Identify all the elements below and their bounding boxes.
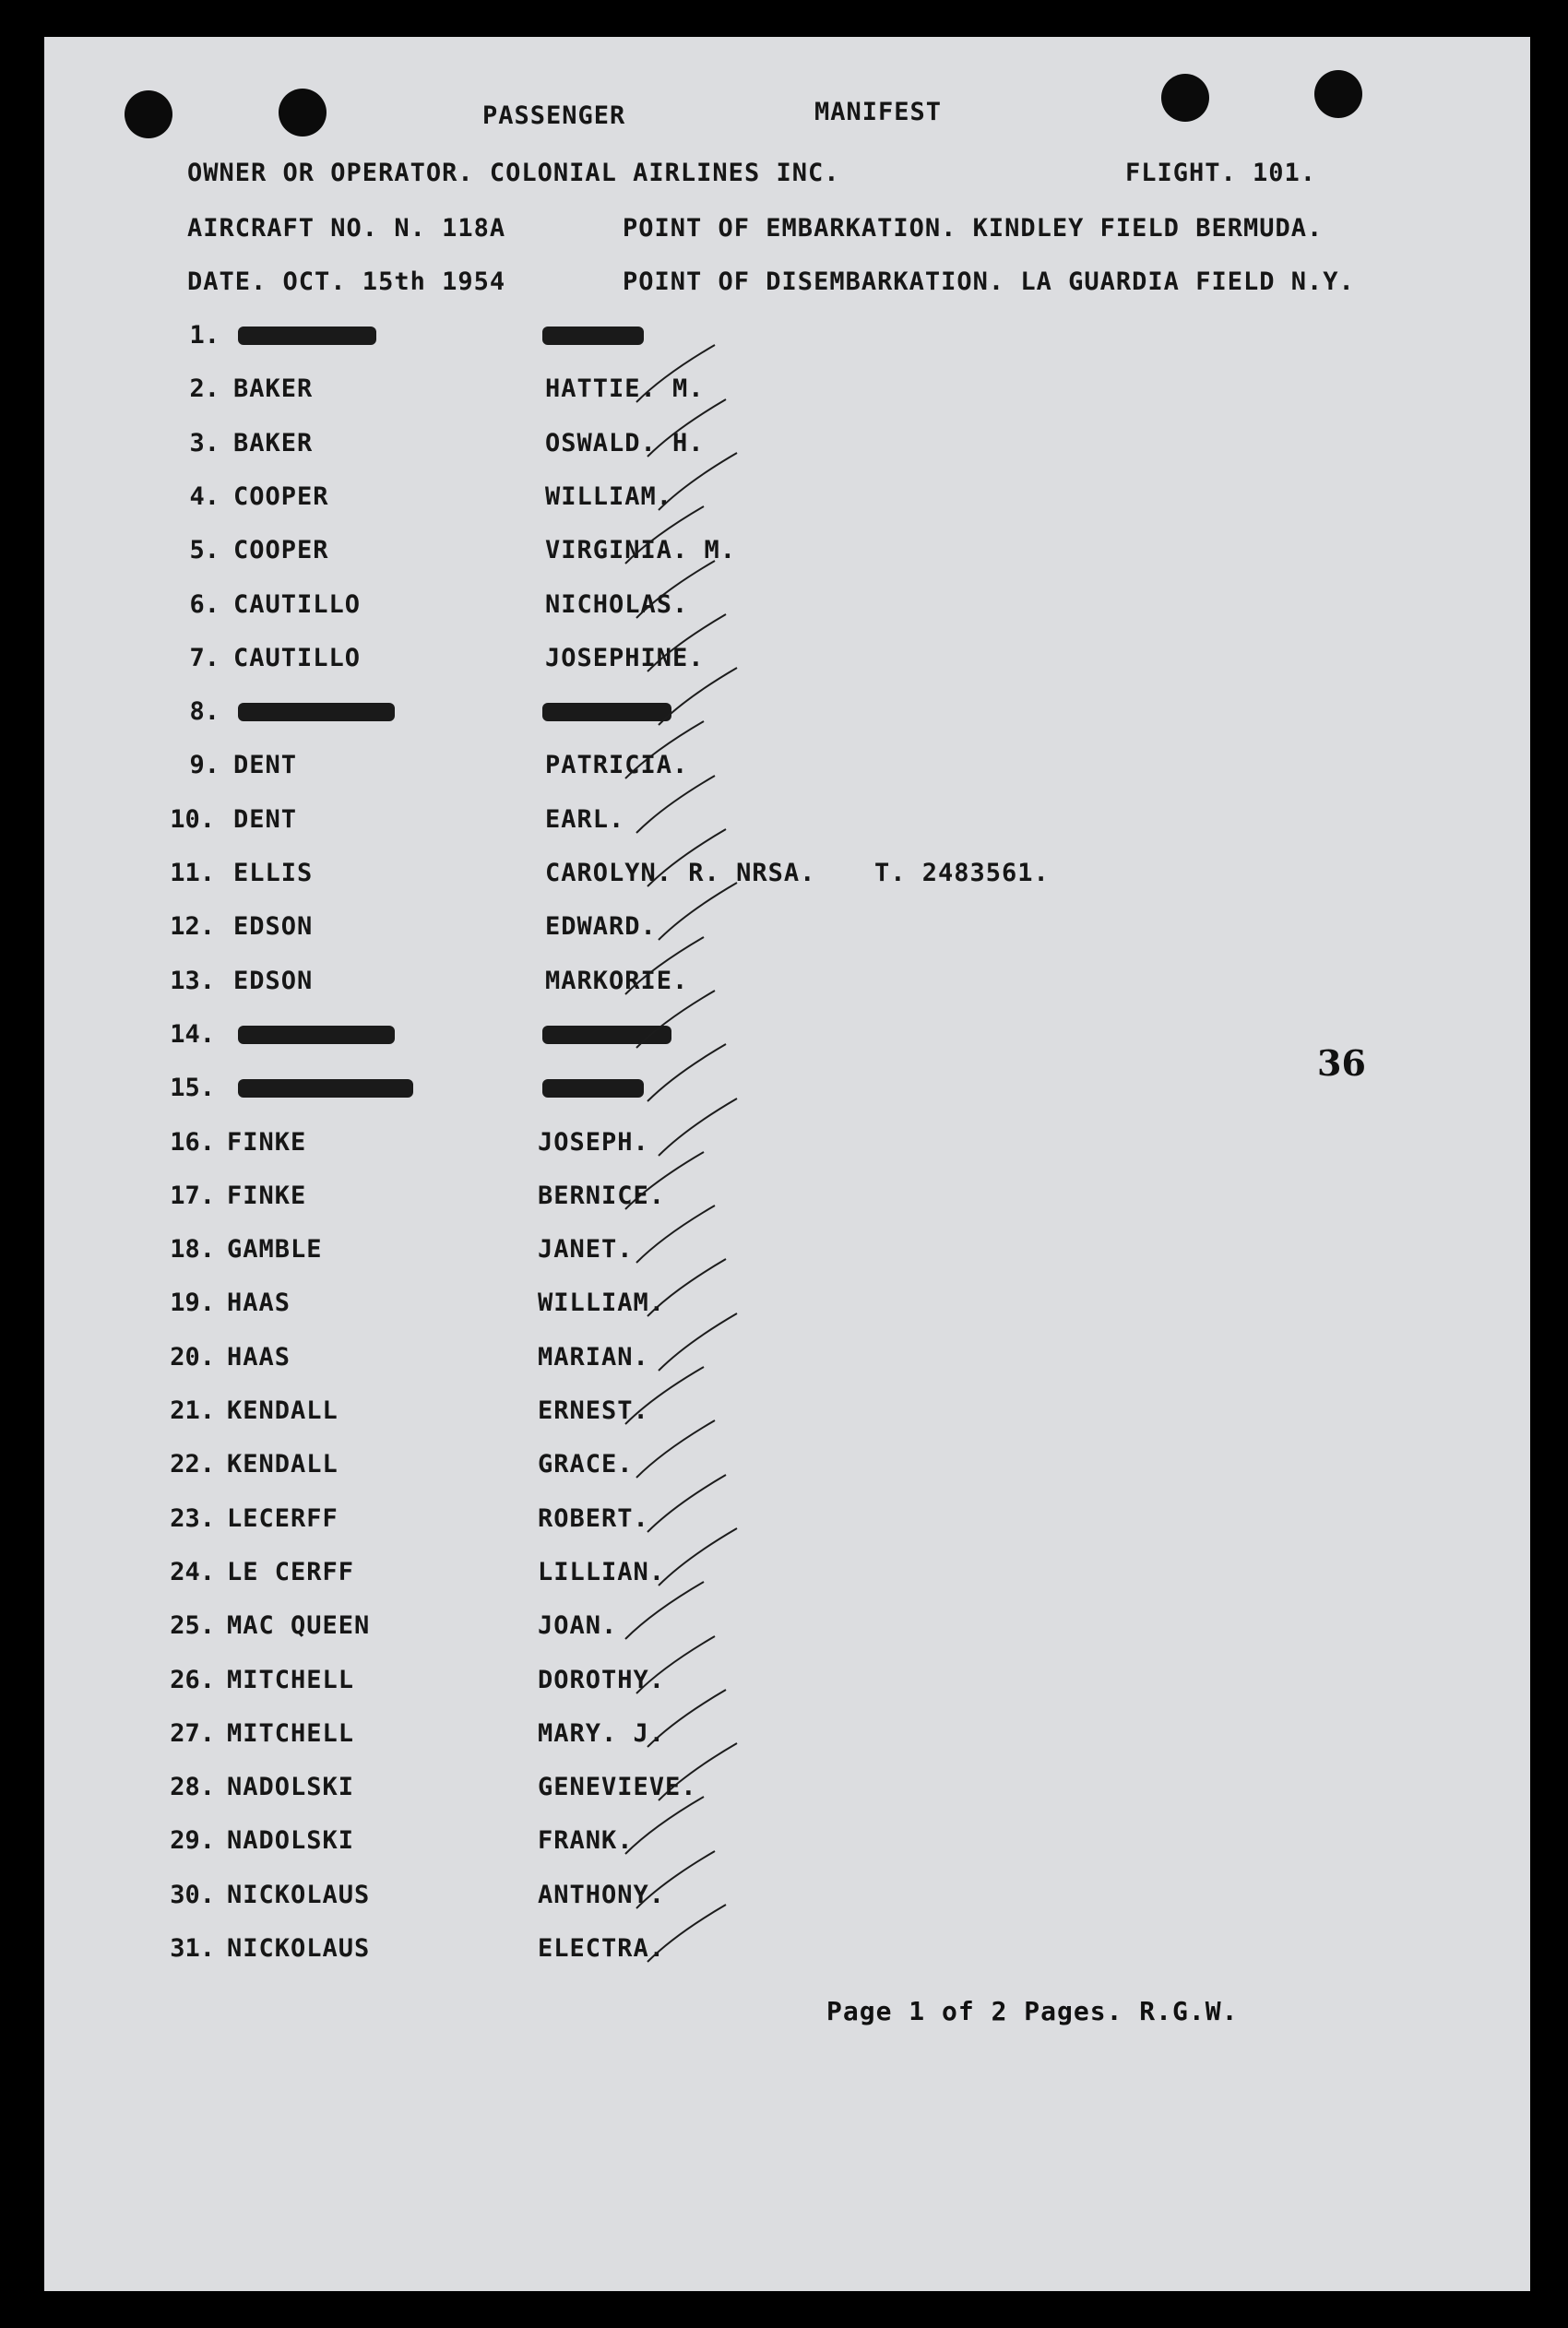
passenger-surname: EDSON — [233, 967, 314, 995]
passenger-surname: MAC QUEEN — [227, 1611, 371, 1640]
row-number: 23. — [170, 1504, 215, 1533]
manifest-page — [44, 37, 1530, 2291]
row-number: 8. — [189, 697, 220, 726]
flight-number: FLIGHT. 101. — [1125, 159, 1317, 187]
check-stroke — [659, 883, 737, 940]
page-stamp-number: 36 — [1317, 1042, 1366, 1084]
passenger-given-name: ROBERT. — [538, 1504, 649, 1533]
title-passenger: PASSENGER — [482, 101, 626, 130]
passenger-given-name: MARIAN. — [538, 1343, 649, 1372]
row-number: 27. — [170, 1719, 215, 1748]
check-stroke — [647, 1044, 726, 1101]
date: DATE. OCT. 15th 1954 — [187, 267, 506, 296]
passenger-surname: COOPER — [233, 482, 329, 511]
passenger-given-name: JANET. — [538, 1235, 634, 1264]
check-stroke — [647, 1690, 726, 1747]
check-stroke — [659, 1313, 737, 1371]
check-stroke — [659, 1743, 737, 1800]
row-number: 25. — [170, 1611, 215, 1640]
row-number: 22. — [170, 1450, 215, 1479]
passenger-given-name: JOAN. — [538, 1611, 618, 1640]
passenger-surname: HAAS — [227, 1343, 291, 1372]
check-stroke — [647, 1475, 726, 1532]
aircraft-number: AIRCRAFT NO. N. 118A — [187, 214, 506, 243]
passenger-surname: KENDALL — [227, 1396, 339, 1425]
row-number: 14. — [170, 1020, 215, 1049]
check-stroke — [625, 1152, 704, 1209]
passenger-given-name: WILLIAM. — [538, 1289, 666, 1317]
passenger-note: T. 2483561. — [874, 859, 1050, 887]
check-stroke — [647, 614, 726, 671]
passenger-surname: LECERFF — [227, 1504, 339, 1533]
passenger-given-name: MARKORIE. — [545, 967, 689, 995]
passenger-given-name: PATRICIA. — [545, 751, 689, 779]
passenger-given-name: LILLIAN. — [538, 1558, 666, 1586]
row-number: 28. — [170, 1773, 215, 1801]
check-stroke — [625, 1582, 704, 1639]
row-number: 19. — [170, 1289, 215, 1317]
passenger-given-name: NICHOLAS. — [545, 590, 689, 619]
check-stroke — [636, 1420, 715, 1478]
row-number: 21. — [170, 1396, 215, 1425]
passenger-surname: GAMBLE — [227, 1235, 323, 1264]
check-stroke — [647, 1905, 726, 1962]
check-stroke — [647, 1259, 726, 1316]
passenger-given-name: BERNICE. — [538, 1182, 666, 1210]
passenger-surname: LE CERFF — [227, 1558, 355, 1586]
check-stroke — [636, 1206, 715, 1263]
passenger-surname: BAKER — [233, 374, 314, 403]
row-number: 18. — [170, 1235, 215, 1264]
check-stroke — [636, 561, 715, 618]
passenger-surname: MITCHELL — [227, 1666, 355, 1694]
check-stroke — [659, 1099, 737, 1156]
passenger-given-name: HATTIE. M. — [545, 374, 705, 403]
check-stroke — [636, 776, 715, 833]
point-of-disembarkation: POINT OF DISEMBARKATION. LA GUARDIA FIELD N.Y. — [623, 267, 1355, 296]
row-number: 13. — [170, 967, 215, 995]
passenger-given-name: DOROTHY. — [538, 1666, 666, 1694]
passenger-surname: NADOLSKI — [227, 1773, 355, 1801]
check-stroke — [636, 1636, 715, 1693]
row-number: 9. — [189, 751, 220, 779]
row-number: 1. — [189, 321, 220, 350]
check-stroke — [636, 345, 715, 402]
row-number: 7. — [189, 644, 220, 672]
passenger-surname: BAKER — [233, 429, 314, 457]
passenger-surname: DENT — [233, 751, 298, 779]
row-number: 24. — [170, 1558, 215, 1586]
passenger-surname: FINKE — [227, 1128, 307, 1157]
passenger-given-name: CAROLYN. R. NRSA. — [545, 859, 816, 887]
row-number: 29. — [170, 1826, 215, 1855]
passenger-surname: NADOLSKI — [227, 1826, 355, 1855]
check-stroke — [625, 937, 704, 994]
passenger-surname: CAUTILLO — [233, 590, 362, 619]
check-stroke — [625, 1797, 704, 1854]
owner-line: OWNER OR OPERATOR. COLONIAL AIRLINES INC. — [187, 159, 840, 187]
passenger-surname: KENDALL — [227, 1450, 339, 1479]
page-footer: Page 1 of 2 Pages. R.G.W. — [826, 1996, 1239, 2026]
passenger-surname: FINKE — [227, 1182, 307, 1210]
passenger-given-name: ERNEST. — [538, 1396, 649, 1425]
row-number: 15. — [170, 1074, 215, 1102]
passenger-given-name: MARY. J. — [538, 1719, 666, 1748]
row-number: 2. — [189, 374, 220, 403]
check-stroke — [636, 1851, 715, 1908]
row-number: 6. — [189, 590, 220, 619]
row-number: 30. — [170, 1881, 215, 1909]
passenger-surname: ELLIS — [233, 859, 314, 887]
passenger-given-name: GENEVIEVE. — [538, 1773, 697, 1801]
passenger-surname: CAUTILLO — [233, 644, 362, 672]
passenger-given-name: WILLIAM. — [545, 482, 673, 511]
passenger-given-name: VIRGINIA. M. — [545, 536, 737, 564]
row-number: 31. — [170, 1934, 215, 1963]
row-number: 17. — [170, 1182, 215, 1210]
row-number: 26. — [170, 1666, 215, 1694]
passenger-given-name: GRACE. — [538, 1450, 634, 1479]
row-number: 5. — [189, 536, 220, 564]
check-stroke — [659, 453, 737, 510]
check-stroke — [647, 829, 726, 886]
passenger-given-name: FRANK. — [538, 1826, 634, 1855]
check-marks — [44, 37, 1530, 2291]
passenger-given-name: EARL. — [545, 805, 625, 834]
row-number: 3. — [189, 429, 220, 457]
check-stroke — [625, 721, 704, 778]
row-number: 16. — [170, 1128, 215, 1157]
passenger-surname: DENT — [233, 805, 298, 834]
check-stroke — [625, 1367, 704, 1424]
passenger-given-name: ANTHONY. — [538, 1881, 666, 1909]
point-of-embarkation: POINT OF EMBARKATION. KINDLEY FIELD BERMUDA. — [623, 214, 1324, 243]
passenger-given-name: JOSEPHINE. — [545, 644, 705, 672]
row-number: 11. — [170, 859, 215, 887]
check-stroke — [659, 1528, 737, 1586]
row-number: 10. — [170, 805, 215, 834]
passenger-given-name: JOSEPH. — [538, 1128, 649, 1157]
passenger-surname: COOPER — [233, 536, 329, 564]
check-stroke — [636, 991, 715, 1048]
passenger-given-name: OSWALD. H. — [545, 429, 705, 457]
passenger-surname: MITCHELL — [227, 1719, 355, 1748]
passenger-given-name: EDWARD. — [545, 912, 657, 941]
row-number: 20. — [170, 1343, 215, 1372]
row-number: 4. — [189, 482, 220, 511]
check-stroke — [659, 668, 737, 725]
title-manifest: MANIFEST — [814, 98, 943, 126]
check-stroke — [625, 506, 704, 564]
passenger-surname: HAAS — [227, 1289, 291, 1317]
row-number: 12. — [170, 912, 215, 941]
passenger-given-name: ELECTRA. — [538, 1934, 666, 1963]
check-stroke — [647, 399, 726, 457]
passenger-surname: NICKOLAUS — [227, 1881, 371, 1909]
passenger-surname: NICKOLAUS — [227, 1934, 371, 1963]
passenger-surname: EDSON — [233, 912, 314, 941]
